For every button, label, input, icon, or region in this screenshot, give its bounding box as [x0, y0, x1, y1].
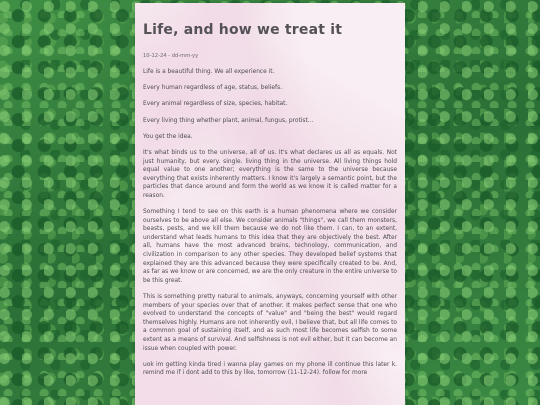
- post-paragraph: Every animal regardless of size, species, habitat.: [143, 101, 288, 108]
- post-paragraph: Every living thing whether plant, animal, fungus, protist...: [143, 117, 314, 124]
- post-paragraph: You get the idea.: [143, 133, 193, 140]
- post-title: Life, and how we treat it: [143, 22, 343, 38]
- blog-post-card: [135, 3, 405, 405]
- post-paragraph: Every human regardless of age, status, beliefs.: [143, 85, 283, 92]
- post-paragraph: Something I tend to see on this earth is a human phenomena where we consider ourselves to be above all else. We consider animals "things", we call them monsters, beasts, pests, and we kill them because we do not like them. I can, to an extent, understand what leads humans to this idea that they are objectively the best. After all, humans have the most advanced brains, technology, communication, and civilization in comparison to any other species. They developed belief systems that explained they are this advanced because they were specifically created to be. And, as far as we know or are concerned, we are the only creature in the entire universe to be this great.: [143, 209, 397, 284]
- post-paragraph: uok im getting kinda tired i wanna play games on my phone ill continue this later k. remind me if i dont add to this by like, tomorrow (11-12-24). follow for more: [143, 361, 397, 377]
- post-paragraph: Life is a beautiful thing. We all experience it.: [143, 69, 275, 75]
- post-paragraph: This is something pretty natural to animals, anyways, concerning yourself with other members of your species over that of another. It makes perfect sense that one who evolved to understand the concepts of "value" and "being the best" would regard themselves highly. Humans are not inherently evil, I believe that, but all life comes to a common goal of sustaining itself, and as such most life becomes selfish to some extent as a means of survival. And selfishness is not evil either, but it can become an issue when coupled with power.: [143, 294, 397, 352]
- post-date: 10-12-24 - dd-mm-yy: [143, 53, 199, 59]
- post-paragraph: It's what binds us to the universe, all of us. It's what declares us all as equals. Not just humanity, but every. single. living thing in the universe. All living things hold equal value to one another; everything is the same to the universe because everything that exists inherently matters. I know it's largely a semantic point, but the particles that dance around and form the world as we know it is called matter for a reason.: [143, 149, 397, 199]
